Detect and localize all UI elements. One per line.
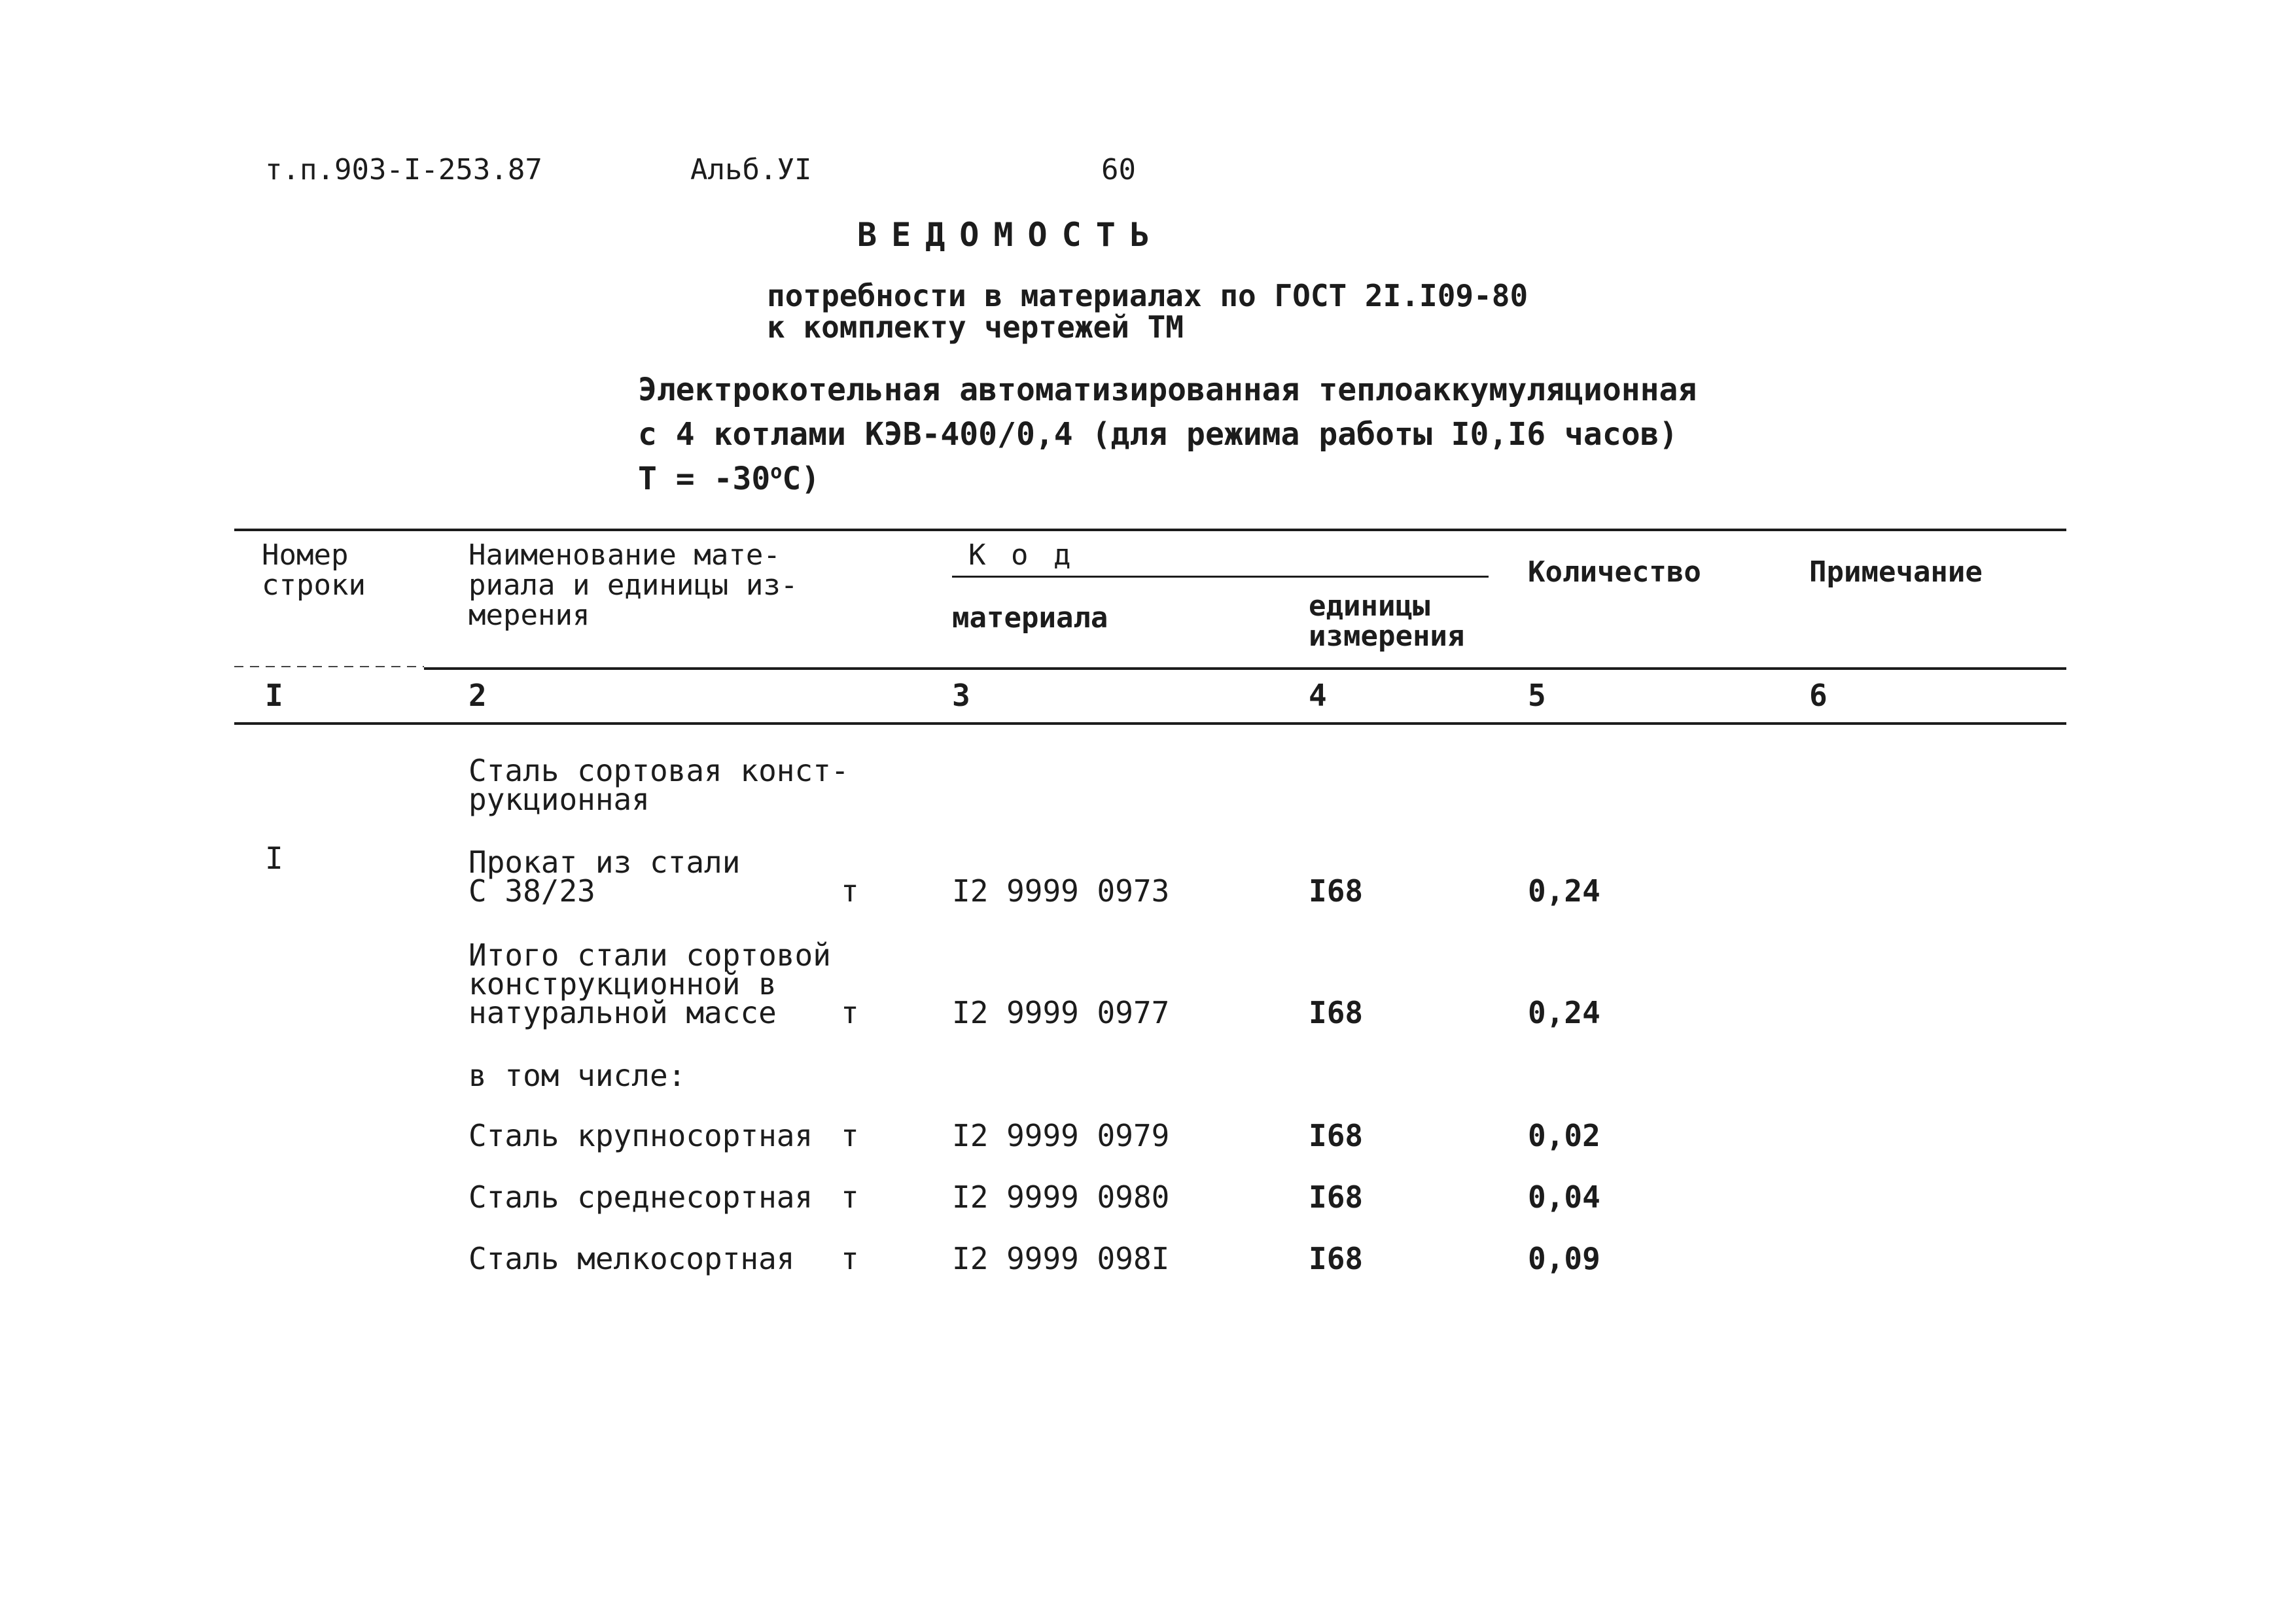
column-number-2: 2 xyxy=(468,678,487,713)
row-0-material-name: Сталь сортовая конст- рукционная xyxy=(468,753,849,817)
row-5-unit-symbol: т xyxy=(841,1179,859,1215)
row-1-quantity: 0,24 xyxy=(1528,873,1600,909)
column-number-3: 3 xyxy=(952,678,970,713)
page-number: 60 xyxy=(1101,153,1136,186)
row-1-material-name: Прокат из стали С 38/23 xyxy=(468,845,741,909)
column-number-4: 4 xyxy=(1309,678,1327,713)
row-6-material-code: I2 9999 098I xyxy=(952,1241,1170,1276)
row-6-quantity: 0,09 xyxy=(1528,1241,1600,1276)
description-line-2: с 4 котлами КЭВ-400/0,4 (для режима работы I0,I6 часов) xyxy=(638,416,1678,453)
row-2-unit-code: I68 xyxy=(1309,995,1364,1030)
row-1-unit-symbol: т xyxy=(841,873,859,909)
column-number-1: I xyxy=(265,678,283,713)
document-reference: т.п.903-I-253.87 xyxy=(265,153,542,186)
header-dashed-rule xyxy=(234,666,424,667)
row-4-material-code: I2 9999 0979 xyxy=(952,1118,1170,1153)
column-number-6: 6 xyxy=(1809,678,1828,713)
row-4-unit-symbol: т xyxy=(841,1118,859,1153)
header-material-name: Наименование мате- риала и единицы из- мерения xyxy=(468,538,798,632)
row-2-material-code: I2 9999 0977 xyxy=(952,995,1170,1030)
header-material-code: материала xyxy=(952,601,1108,635)
row-6-unit-code: I68 xyxy=(1309,1241,1364,1276)
row-5-quantity: 0,04 xyxy=(1528,1179,1600,1215)
row-2-quantity: 0,24 xyxy=(1528,995,1600,1030)
column-number-5: 5 xyxy=(1528,678,1546,713)
row-5-unit-code: I68 xyxy=(1309,1179,1364,1215)
temperature-prefix: Т = -30 xyxy=(638,461,771,497)
description-line-1: Электрокотельная автоматизированная теплоаккумуляционная xyxy=(638,372,1697,408)
subtitle-line-1: потребности в материалах по ГОСТ 2I.I09-80 xyxy=(767,278,1528,313)
row-6-unit-symbol: т xyxy=(841,1241,859,1276)
row-4-unit-code: I68 xyxy=(1309,1118,1364,1153)
row-1-number: I xyxy=(265,841,283,876)
subtitle-line-2: к комплекту чертежей ТМ xyxy=(767,309,1184,345)
column-numbers-rule xyxy=(234,722,2066,725)
row-1-material-code: I2 9999 0973 xyxy=(952,873,1170,909)
row-5-material-name: Сталь среднесортная xyxy=(468,1179,813,1215)
row-4-material-name: Сталь крупносортная xyxy=(468,1118,813,1153)
header-code: К о д xyxy=(968,538,1075,572)
row-2-unit-symbol: т xyxy=(841,995,859,1030)
degree-mark: о xyxy=(770,461,783,483)
row-4-quantity: 0,02 xyxy=(1528,1118,1600,1153)
header-row-number: Номер строки xyxy=(262,538,366,602)
page-title: ВЕДОМОСТЬ xyxy=(857,216,1164,254)
album-number: Альб.УI xyxy=(690,153,812,186)
code-group-rule xyxy=(952,576,1489,578)
row-5-material-code: I2 9999 0980 xyxy=(952,1179,1170,1215)
table-top-rule xyxy=(234,529,2066,531)
description-line-3 xyxy=(638,461,820,497)
header-note: Примечание xyxy=(1809,555,1983,589)
header-unit-code: единицы измерения xyxy=(1309,589,1465,653)
row-1-unit-code: I68 xyxy=(1309,873,1364,909)
header-quantity: Количество xyxy=(1528,555,1701,589)
row-2-material-name: Итого стали сортовой конструкционной в натуральной массе xyxy=(468,937,831,1030)
row-3-material-name: в том числе: xyxy=(468,1058,686,1093)
row-6-material-name: Сталь мелкосортная xyxy=(468,1241,795,1276)
temperature-suffix: С) xyxy=(782,461,821,497)
header-bottom-rule xyxy=(424,667,2066,670)
